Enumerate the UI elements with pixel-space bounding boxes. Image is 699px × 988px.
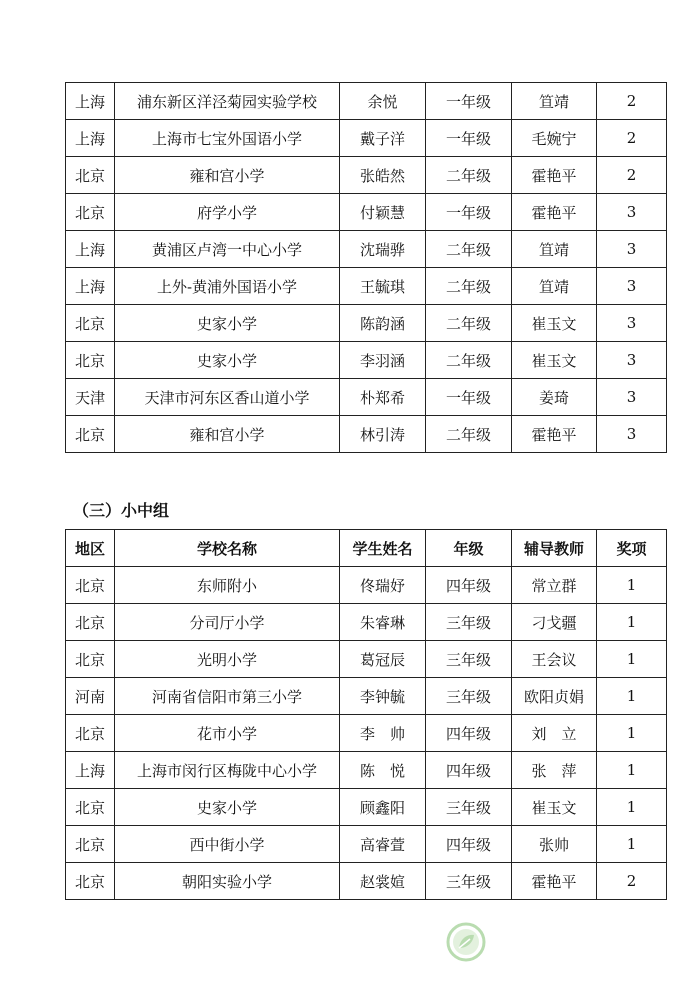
table-row [66,342,667,379]
table-row [66,604,667,641]
region-cell: 北京 [66,641,115,678]
grade-cell: 一年级 [426,120,512,157]
region-cell: 上海 [66,120,115,157]
award-cell: 1 [597,789,667,826]
student-cell: 李羽涵 [340,342,426,379]
teacher-cell: 常立群 [512,567,597,604]
region-cell: 北京 [66,863,115,900]
school-cell: 史家小学 [115,789,340,826]
teacher-cell: 欧阳贞娟 [512,678,597,715]
region-cell: 上海 [66,268,115,305]
region-cell: 北京 [66,715,115,752]
student-cell: 陈 悦 [340,752,426,789]
grade-cell: 三年级 [426,678,512,715]
student-cell: 朱睿琳 [340,604,426,641]
teacher-cell: 霍艳平 [512,194,597,231]
header-school: 学校名称 [115,530,340,567]
table-row [66,826,667,863]
student-cell: 陈韵涵 [340,305,426,342]
grade-cell: 一年级 [426,379,512,416]
teacher-cell: 笪靖 [512,268,597,305]
region-cell: 北京 [66,789,115,826]
teacher-cell: 姜琦 [512,379,597,416]
school-cell: 上外-黄浦外国语小学 [115,268,340,305]
school-cell: 黄浦区卢湾一中心小学 [115,231,340,268]
school-cell: 光明小学 [115,641,340,678]
region-cell: 北京 [66,604,115,641]
teacher-cell: 张 萍 [512,752,597,789]
award-cell: 2 [597,120,667,157]
school-cell: 雍和宫小学 [115,157,340,194]
table-row [66,305,667,342]
school-cell: 史家小学 [115,305,340,342]
teacher-cell: 笪靖 [512,231,597,268]
teacher-cell: 笪靖 [512,83,597,120]
student-cell: 林引涛 [340,416,426,453]
grade-cell: 一年级 [426,194,512,231]
grade-cell: 三年级 [426,863,512,900]
table-row [66,789,667,826]
header-teacher: 辅导教师 [512,530,597,567]
teacher-cell: 霍艳平 [512,863,597,900]
grade-cell: 四年级 [426,826,512,863]
school-cell: 朝阳实验小学 [115,863,340,900]
teacher-cell: 崔玉文 [512,305,597,342]
award-cell: 3 [597,231,667,268]
student-cell: 朴郑希 [340,379,426,416]
region-cell: 北京 [66,416,115,453]
table-row [66,268,667,305]
teacher-cell: 王会议 [512,641,597,678]
award-cell: 3 [597,416,667,453]
school-cell: 上海市闵行区梅陇中心小学 [115,752,340,789]
school-cell: 花市小学 [115,715,340,752]
teacher-cell: 霍艳平 [512,157,597,194]
grade-cell: 二年级 [426,231,512,268]
grade-cell: 二年级 [426,342,512,379]
school-cell: 分司厅小学 [115,604,340,641]
region-cell: 上海 [66,752,115,789]
grade-cell: 二年级 [426,305,512,342]
teacher-cell: 刁戈疆 [512,604,597,641]
award-cell: 2 [597,83,667,120]
table-row [66,120,667,157]
school-cell: 东师附小 [115,567,340,604]
region-cell: 北京 [66,194,115,231]
award-cell: 2 [597,157,667,194]
school-cell: 天津市河东区香山道小学 [115,379,340,416]
region-cell: 天津 [66,379,115,416]
student-cell: 佟瑞妤 [340,567,426,604]
teacher-cell: 毛婉宁 [512,120,597,157]
region-cell: 北京 [66,826,115,863]
table-row [66,715,667,752]
region-cell: 北京 [66,305,115,342]
award-cell: 1 [597,641,667,678]
table-row [66,567,667,604]
student-cell: 葛冠辰 [340,641,426,678]
school-cell: 上海市七宝外国语小学 [115,120,340,157]
student-cell: 张皓然 [340,157,426,194]
table-row [66,157,667,194]
region-cell: 上海 [66,83,115,120]
student-cell: 王毓琪 [340,268,426,305]
award-cell: 3 [597,379,667,416]
header-student: 学生姓名 [340,530,426,567]
school-cell: 河南省信阳市第三小学 [115,678,340,715]
school-cell: 雍和宫小学 [115,416,340,453]
award-cell: 2 [597,863,667,900]
header-grade: 年级 [426,530,512,567]
leaf-seal-icon [446,922,486,962]
grade-cell: 四年级 [426,752,512,789]
teacher-cell: 崔玉文 [512,789,597,826]
table-row [66,752,667,789]
region-cell: 河南 [66,678,115,715]
school-cell: 府学小学 [115,194,340,231]
award-cell: 1 [597,567,667,604]
header-award: 奖项 [597,530,667,567]
table-row [66,231,667,268]
teacher-cell: 张帅 [512,826,597,863]
school-cell: 史家小学 [115,342,340,379]
region-cell: 北京 [66,567,115,604]
table-row [66,863,667,900]
header-region: 地区 [66,530,115,567]
section-heading: （三）小中组 [73,501,170,520]
grade-cell: 二年级 [426,416,512,453]
teacher-cell: 崔玉文 [512,342,597,379]
grade-cell: 二年级 [426,268,512,305]
table-row [66,416,667,453]
results-table-middle-body [66,567,667,900]
table-row [66,194,667,231]
award-cell: 1 [597,715,667,752]
student-cell: 余悦 [340,83,426,120]
award-cell: 3 [597,305,667,342]
student-cell: 李钟毓 [340,678,426,715]
grade-cell: 三年级 [426,789,512,826]
grade-cell: 二年级 [426,157,512,194]
grade-cell: 三年级 [426,641,512,678]
results-table-middle [65,529,667,900]
grade-cell: 四年级 [426,715,512,752]
award-cell: 1 [597,678,667,715]
student-cell: 高睿萱 [340,826,426,863]
school-cell: 西中街小学 [115,826,340,863]
student-cell: 顾鑫阳 [340,789,426,826]
student-cell: 付颖慧 [340,194,426,231]
region-cell: 上海 [66,231,115,268]
student-cell: 沈瑞骅 [340,231,426,268]
award-cell: 3 [597,268,667,305]
student-cell: 李 帅 [340,715,426,752]
grade-cell: 一年级 [426,83,512,120]
award-cell: 1 [597,604,667,641]
region-cell: 北京 [66,157,115,194]
award-cell: 1 [597,752,667,789]
school-cell: 浦东新区洋泾菊园实验学校 [115,83,340,120]
award-cell: 1 [597,826,667,863]
teacher-cell: 刘 立 [512,715,597,752]
student-cell: 赵裳媗 [340,863,426,900]
region-cell: 北京 [66,342,115,379]
table-row [66,83,667,120]
award-cell: 3 [597,342,667,379]
header-row [66,530,667,567]
grade-cell: 四年级 [426,567,512,604]
table-row [66,379,667,416]
grade-cell: 三年级 [426,604,512,641]
results-table-junior-body [66,83,667,453]
teacher-cell: 霍艳平 [512,416,597,453]
table-row [66,678,667,715]
student-cell: 戴子洋 [340,120,426,157]
award-cell: 3 [597,194,667,231]
table-row [66,641,667,678]
table-header [66,530,667,567]
results-table-junior [65,82,667,453]
